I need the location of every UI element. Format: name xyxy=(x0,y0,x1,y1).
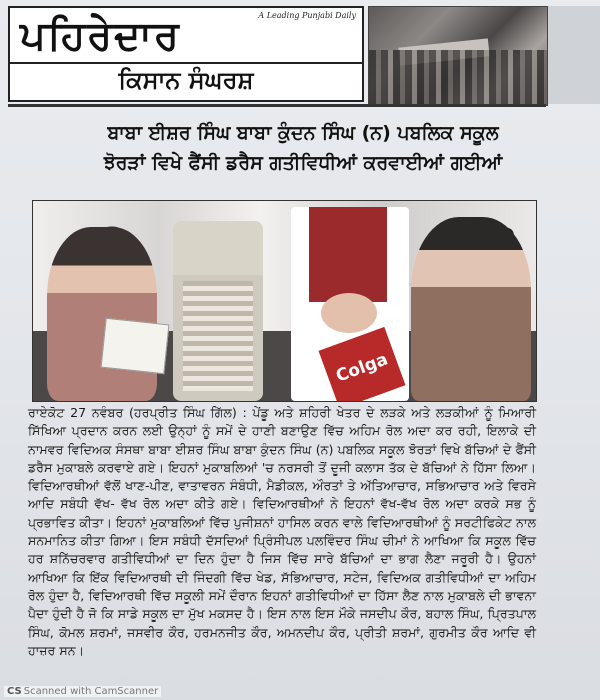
article-body: ਰਾਏਕੋਟ 27 ਨਵੰਬਰ (ਹਰਪ੍ਰੀਤ ਸਿੰਘ ਗਿੱਲ) : ਪੇਂਡੂ ਅਤੇ ਸ਼ਹਿਰੀ ਖੇਤਰ ਦੇ ਲੜਕੇ ਅਤੇ ਲੜਕੀਆਂ ਨੂੰ ਮਿਆਰੀ ਸਿੱਖਿਆ ਪ੍ਰਦਾਨ ਕਰਨ ਲਈ ਉਨ੍ਹਾਂ ਨੂੰ ਸਮੇਂ ਦੇ ਹਾਣੀ ਬਣਾਉਣ ਵਿੱਚ ਅਹਿਮ ਰੋਲ ਅਦਾ ਕਰ ਰਹੀ, ਇਲਾਕੇ ਦੀ ਨਾਮਵਰ ਵਿਦਿਅਕ ਸੰਸਥਾ ਬਾਬਾ ਈਸ਼ਰ ਸਿੰਘ ਬਾਬਾ ਕੁੰਦਨ ਸਿੰਘ (ਨ) ਪਬਲਿਕ ਸਕੂਲ ਝੋਰੜਾਂ ਵਿਖੇ ਬੱਚਿਆਂ ਦੇ ਫੈਂਸੀ ਡਰੈਸ ਮੁਕਾਬਲੇ ਕਰਵਾਏ ਗਏ। ਇਹਨਾਂ ਮੁਕਾਬਲਿਆਂ 'ਚ ਨਰਸਰੀ ਤੋਂ ਦੂਜੀ ਕਲਾਸ ਤੱਕ ਦੇ ਬੱਚਿਆਂ ਨੇ ਹਿੱਸਾ ਲਿਆ। ਵਿਦਿਆਰਥੀਆਂ ਵੱਲੋਂ ਖਾਣ-ਪੀਣ, ਵਾਤਾਵਰਨ ਸੰਬੰਧੀ, ਮੈਡੀਕਲ, ਔਰਤਾਂ ਤੇ ਅੱਤਿਆਚਾਰ, ਸਭਿਆਚਾਰ ਅਤੇ ਵਿਰਸੇ ਆਦਿ ਸਬੰਧੀ ਵੱਖ- ਵੱਖ ਰੋਲ ਅਦਾ ਕੀਤੇ ਗਏ। ਵਿਦਿਆਰਥੀਆਂ ਨੇ ਇਹਨਾਂ ਵੱਖ-ਵੱਖ ਰੋਲ ਅਦਾ ਕਰਕੇ ਸਭ ਨੂੰ ਪ੍ਰਭਾਵਿਤ ਕੀਤਾ। ਇਹਨਾਂ ਮੁਕਾਬਲਿਆਂ ਵਿੱਚ ਪੁਜੀਸ਼ਨਾਂ ਹਾਸਿਲ ਕਰਨ ਵਾਲੇ ਵਿਦਿਆਰਥੀਆਂ ਨੂੰ ਸਰਟੀਫਿਕੇਟ ਨਾਲ ਸਨਮਾਨਿਤ ਕੀਤਾ ਗਿਆ। ਇਸ ਸਬੰਧੀ ਦੱਸਦਿਆਂ ਪ੍ਰਿੰਸੀਪਲ ਪਲਵਿੰਦਰ ਸਿੰਘ ਚੀਮਾਂ ਨੇ ਆਖਿਆ ਕਿ ਸਕੂਲ ਵਿੱਚ ਹਰ ਸ਼ਨਿੱਚਰਵਾਰ ਗਤੀਵਿਧੀਆਂ ਦਾ ਦਿਨ ਹੁੰਦਾ ਹੈ ਜਿਸ ਵਿੱਚ ਸਾਰੇ ਬੱਚਿਆਂ ਦਾ ਭਾਗ ਲੈਣਾ ਜਰੂਰੀ ਹੈ। ਉਹਨਾਂ ਆਖਿਆ ਕਿ ਇੱਕ ਵਿਦਿਆਰਥੀ ਦੀ ਜਿੰਦਗੀ ਵਿੱਚ ਖੇਡ, ਸੱਭਿਆਚਾਰ, ਸਟੇਜ, ਵਿਦਿਅਕ ਗਤੀਵਿਧੀਆਂ ਦਾ ਅਹਿਮ ਰੋਲ ਹੁੰਦਾ ਹੈ, ਵਿਦਿਆਰਥੀ ਵਿੱਚ ਸਕੂਲੀ ਸਮੇਂ ਦੌਰਾਨ ਇਹਨਾਂ ਗਤੀਵਿਧੀਆਂ ਦਾ ਹਿੱਸਾ ਲੈਣ ਨਾਲ ਮੁਕਾਬਲੇ ਦੀ ਭਾਵਨਾ ਪੈਦਾ ਹੁੰਦੀ ਹੈ ਜੋ ਕਿ ਸਾਡੇ ਸਕੂਲ ਦਾ ਮੁੱਖ ਮਕਸਦ ਹੈ। ਇਸ ਨਾਲ ਇਸ ਮੌਕੇ ਜਸਦੀਪ ਕੌਰ, ਬਹਾਲ ਸਿੰਘ, ਪ੍ਰਿਤਪਾਲ ਸਿੰਘ, ਕੋਮਲ ਸ਼ਰਮਾਂ, ਜਸਵੀਰ ਕੌਰ, ਹਰਮਨਜੀਤ ਕੌਰ, ਅਮਨਦੀਪ ਕੌਰ, ਪ੍ਰੀਤੀ ਸ਼ਰਮਾਂ, ਗੁਰਮੀਤ ਕੌਰ ਆਦਿ ਵੀ ਹਾਜ਼ਰ ਸਨ। xyxy=(28,405,536,658)
child-placard xyxy=(101,318,170,374)
child-costume-2 xyxy=(173,221,263,401)
scanner-watermark xyxy=(4,686,161,697)
child-costume-3 xyxy=(291,207,409,401)
newspaper-tagline: A Leading Punjabi Daily xyxy=(258,11,356,20)
section-band xyxy=(8,64,364,102)
article-headline xyxy=(18,118,588,178)
child-costume-1 xyxy=(47,227,157,401)
newspaper-title: ਪਹਿਰੇਦਾਰ xyxy=(20,13,181,59)
child-face xyxy=(321,293,377,333)
headline-line-2: ਝੋਰੜਾਂ ਵਿਖੇ ਫੈਂਸੀ ਡਰੈਸ ਗਤੀਵਿਧੀਆਂ ਕਰਵਾਈਆਂ ਗਈਆਂ xyxy=(103,152,503,174)
page-edge xyxy=(548,6,600,104)
masthead-rule xyxy=(8,104,546,107)
article-photo xyxy=(32,200,537,402)
headline-line-1: ਬਾਬਾ ਈਸ਼ਰ ਸਿੰਘ ਬਾਬਾ ਕੁੰਦਨ ਸਿੰਘ (ਨ) ਪਬਲਿਕ ਸਕੂਲ xyxy=(107,122,499,144)
scanner-text: Scanned with CamScanner xyxy=(23,686,159,697)
section-title: ਕਿਸਾਨ ਸੰਘਰਸ਼ xyxy=(118,66,254,94)
masthead-photo xyxy=(368,6,548,106)
protest-crowd xyxy=(369,50,547,105)
masthead xyxy=(8,6,364,64)
child-costume-4 xyxy=(411,217,531,401)
costume-stripes xyxy=(183,281,253,391)
camscanner-icon: CS xyxy=(7,686,22,697)
toothpaste-label: Colga xyxy=(319,327,406,402)
costume-hat xyxy=(309,207,387,302)
